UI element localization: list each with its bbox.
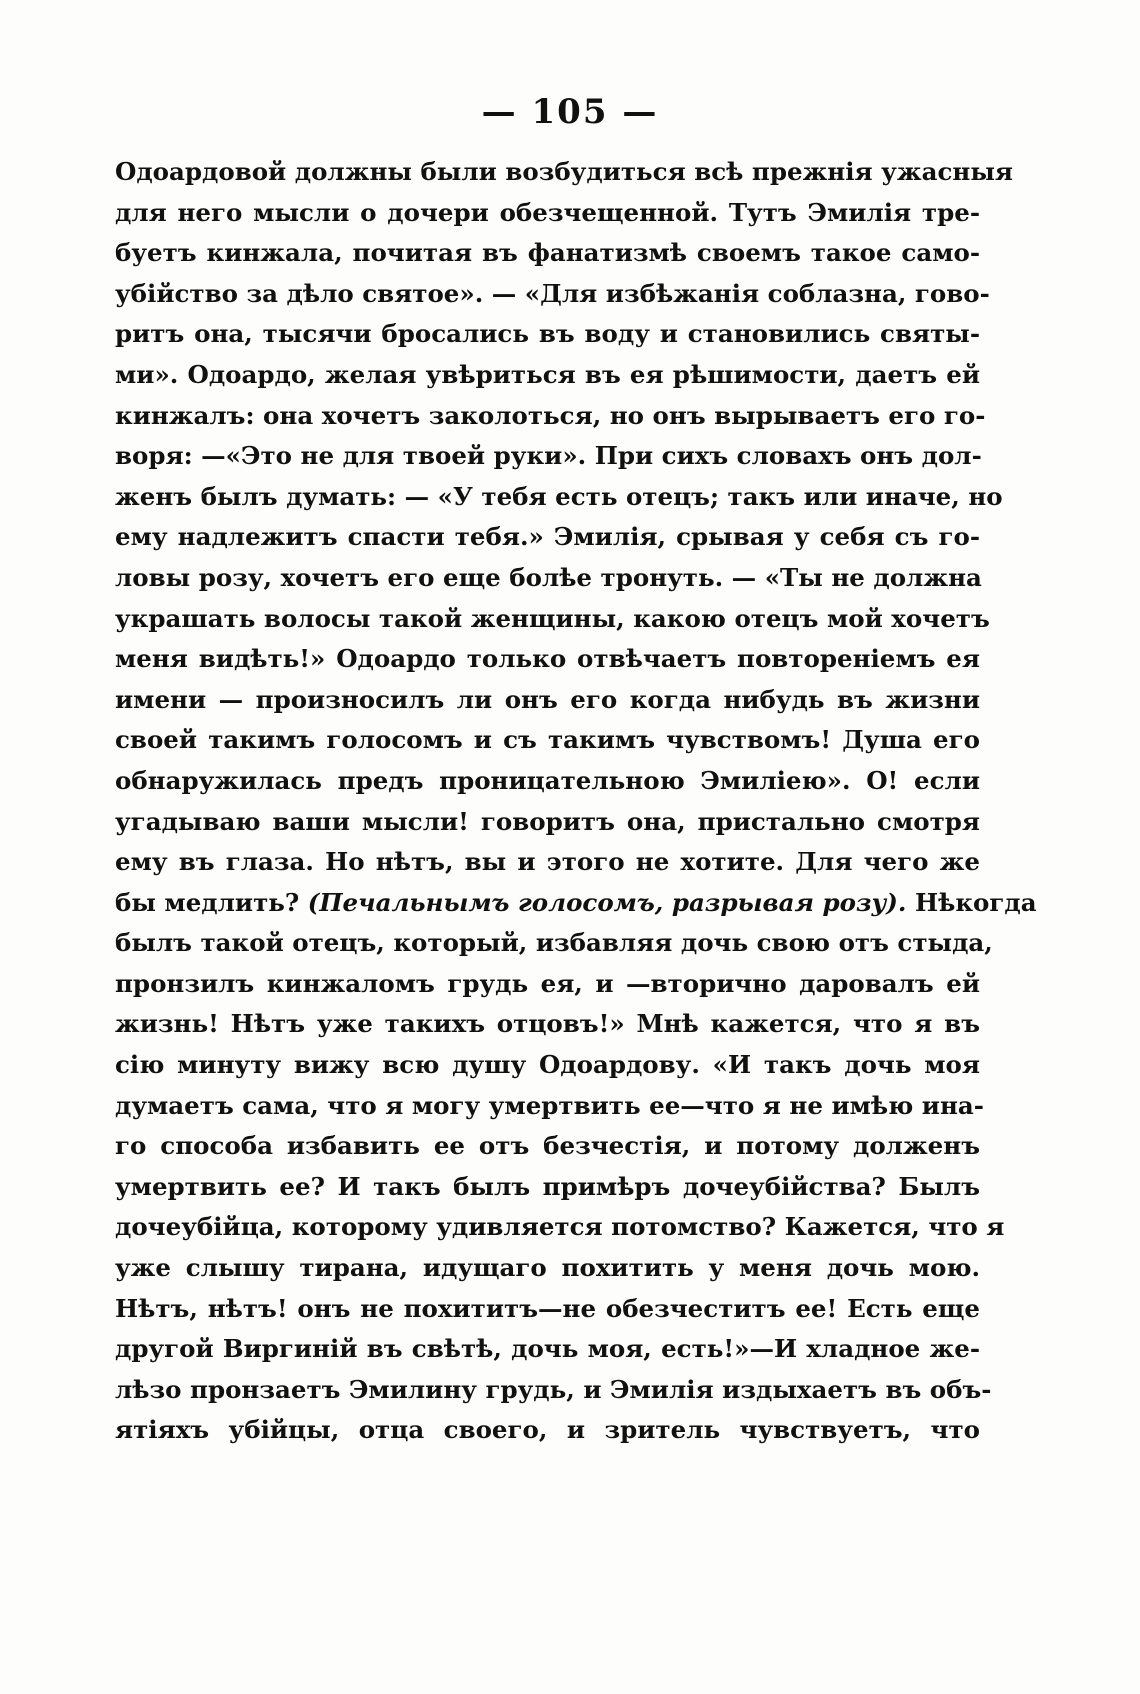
text-line: уже слышу тирана, идущаго похитить у меня дочь мою. (115, 1253, 980, 1283)
text-line: женъ былъ думать: — «У тебя есть отецъ; такъ или иначе, но (115, 481, 1003, 511)
text-line: ятіяхъ убійцы, отца своего, и зритель чувствуетъ, что (115, 1415, 980, 1445)
text-line: убійство за дѣло святое». — «Для избѣжанія соблазна, гово- (115, 278, 990, 308)
body-text (115, 152, 1037, 1451)
text-line: своей такимъ голосомъ и съ такимъ чувствомъ! Душа его (115, 725, 980, 755)
text-segment: бы медлить? (115, 887, 308, 917)
text-line: сію минуту вижу всю душу Одоардову. «И такъ дочь моя (115, 1050, 980, 1080)
text-line: го способа избавить ее отъ безчестія, и потому долженъ (115, 1131, 980, 1161)
text-line: ему въ глаза. Но нѣтъ, вы и этого не хотите. Для чего же (115, 847, 980, 877)
text-line: ритъ она, тысячи бросались въ воду и становились святы- (115, 319, 980, 349)
text-line: ловы розу, хочетъ его еще болѣе тронуть. — «Ты не должна (115, 562, 982, 592)
text-line: ему надлежитъ спасти тебя.» Эмилія, срывая у себя съ го- (115, 522, 980, 552)
text-line: Нѣтъ, нѣтъ! онъ не похититъ—не обезчеститъ ее! Есть еще (115, 1293, 980, 1323)
text-line: жизнь! Нѣтъ уже такихъ отцовъ!» Мнѣ кажется, что я въ (115, 1009, 980, 1039)
text-line: буетъ кинжала, почитая въ фанатизмѣ своемъ такое само- (115, 238, 980, 268)
page-number: — 105 — (481, 92, 659, 132)
text-line: лѣзо пронзаетъ Эмилину грудь, и Эмилія издыхаетъ въ объ- (115, 1374, 992, 1404)
text-line: угадываю ваши мысли! говоритъ она, пристально смотря (115, 806, 980, 836)
text-line: дочеубійца, которому удивляется потомство? Кажется, что я (115, 1212, 1005, 1242)
text-line: воря: —«Это не для твоей руки». При сихъ словахъ онъ дол- (115, 441, 982, 471)
text-line: былъ такой отецъ, который, избавляя дочь свою отъ стыда, (115, 928, 993, 958)
text-line: украшать волосы такой женщины, какою отецъ мой хочетъ (115, 603, 990, 633)
text-line: другой Виргиній въ свѣтѣ, дочь моя, есть!»—И хладное же- (115, 1334, 980, 1364)
text-line: пронзилъ кинжаломъ грудь ея, и —вторично даровалъ ей (115, 968, 980, 998)
text-line: ми». Одоардо, желая увѣриться въ ея рѣшимости, даетъ ей (115, 359, 980, 389)
text-line: имени — произносилъ ли онъ его когда нибудь въ жизни (115, 684, 980, 714)
text-line: Одоардовой должны были возбудиться всѣ прежнія ужасныя (115, 157, 1013, 186)
text-line: кинжалъ: она хочетъ заколоться, но онъ вырываетъ его го- (115, 400, 986, 430)
text-segment: Нѣкогда (906, 887, 1037, 917)
text-line-stage-direction (115, 883, 1037, 924)
text-line: обнаружилась предъ проницательною Эмиліею». О! если (115, 765, 980, 795)
text-line: умертвить ее? И такъ былъ примѣръ дочеубійства? Былъ (115, 1171, 980, 1201)
text-line: думаетъ сама, что я могу умертвить ее—что я не имѣю ина- (115, 1090, 984, 1120)
stage-direction-italic: (Печальнымъ голосомъ, разрывая розу). (307, 887, 907, 917)
text-line: для него мысли о дочери обезчещенной. Тутъ Эмилія тре- (115, 197, 980, 227)
text-line: меня видѣть!» Одоардо только отвѣчаетъ повтореніемъ ея (115, 644, 980, 674)
